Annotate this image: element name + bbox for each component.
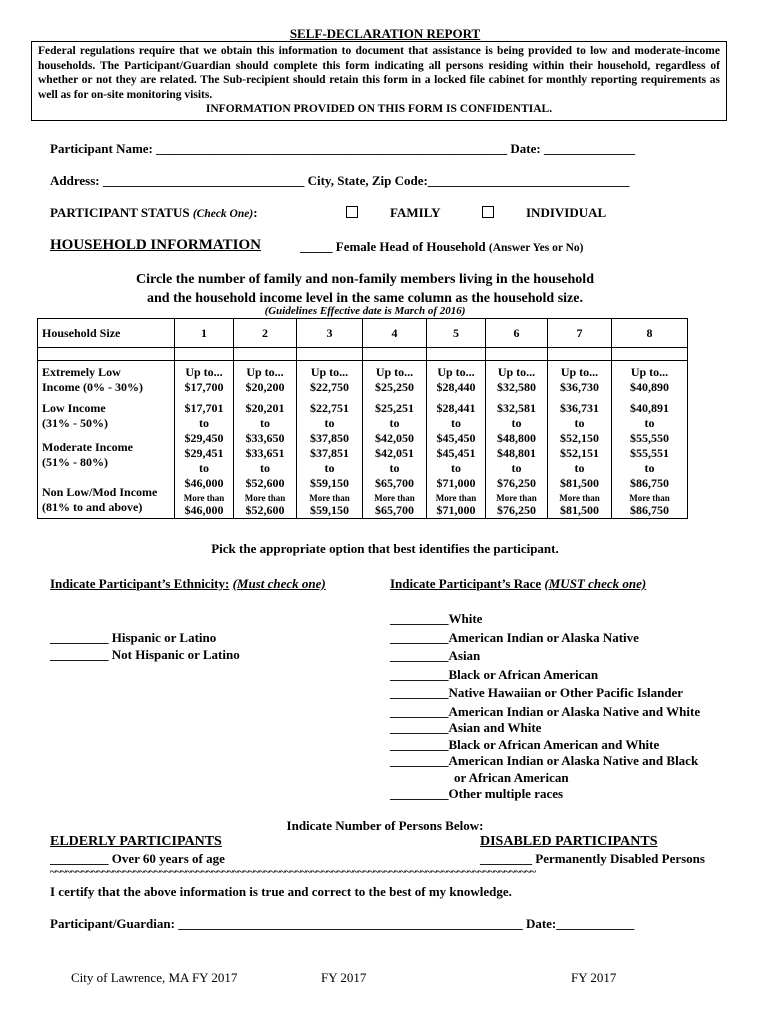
low-to-value: $42,050	[375, 431, 414, 445]
more-than-text: More than	[183, 493, 225, 503]
race-option-native-hawaiian[interactable]: _________Native Hawaiian or Other Pacific Islander	[390, 685, 684, 700]
to-text: to	[324, 461, 335, 475]
ethnicity-option-hispanic[interactable]: _________ Hispanic or Latino	[50, 630, 217, 645]
up-to-text: Up to...	[310, 365, 349, 379]
moderate-label: Moderate Income	[42, 440, 133, 454]
individual-label: INDIVIDUAL	[526, 205, 607, 220]
female-head-hint: (Answer Yes or No)	[488, 242, 584, 254]
up-to-text: Up to...	[630, 365, 669, 379]
to-text: to	[644, 416, 655, 430]
more-than-text: More than	[435, 493, 477, 503]
up-to-text: Up to...	[185, 365, 223, 379]
low-to-value: $33,650	[245, 431, 285, 445]
race-option-american-indian-white[interactable]: _________American Indian or Alaska Native and White	[390, 703, 701, 719]
extremely-low-value: $40,890	[630, 380, 669, 394]
mod-from-value: $48,801	[497, 446, 536, 460]
more-than-text: More than	[629, 493, 670, 503]
income-table	[37, 318, 688, 519]
nonlow-value: $86,750	[630, 503, 669, 517]
to-text: to	[451, 416, 461, 430]
circle-instruction-2: and the household income level in the same column as the household size.	[147, 291, 583, 306]
female-head-label: _____ Female Head of Household	[300, 239, 486, 254]
to-text: to	[260, 461, 270, 475]
mod-from-value: $55,551	[630, 446, 669, 460]
income-column[interactable]	[427, 361, 486, 519]
race-heading	[390, 576, 646, 592]
more-than-text: More than	[496, 493, 537, 503]
low-to-value: $55,550	[630, 431, 669, 445]
low-from-value: $28,441	[436, 401, 476, 415]
footer-right: FY 2017	[571, 970, 617, 985]
mod-to-value: $76,250	[497, 476, 536, 490]
signature-line[interactable]: Participant/Guardian: _____________________________________________________ Date:____________	[50, 916, 635, 931]
race-option-black[interactable]: _________Black or African American	[390, 666, 599, 682]
income-labels	[38, 361, 175, 519]
race-options	[390, 611, 700, 803]
footer-left: City of Lawrence, MA FY 2017	[71, 970, 238, 985]
nonlow-value: $76,250	[497, 503, 536, 517]
race-option-american-indian-black[interactable]: _________American Indian or Alaska Native and Black	[390, 753, 699, 768]
low-to-value: $48,800	[497, 431, 536, 445]
low-from-value: $17,701	[184, 401, 224, 415]
up-to-text: Up to...	[375, 365, 414, 379]
mod-from-value: $33,651	[245, 446, 285, 460]
low-to-value: $29,450	[184, 431, 224, 445]
low-from-value: $36,731	[560, 401, 599, 415]
elderly-heading: ELDERLY PARTICIPANTS	[50, 834, 222, 849]
mod-to-value: $65,700	[375, 476, 414, 490]
income-column[interactable]	[548, 361, 612, 519]
mod-from-value: $52,151	[560, 446, 599, 460]
up-to-text: Up to...	[560, 365, 599, 379]
disabled-heading: DISABLED PARTICIPANTS	[480, 834, 658, 849]
status-label: PARTICIPANT STATUS	[50, 205, 190, 220]
low-from-value: $25,251	[375, 401, 414, 415]
size-cell[interactable]: 6	[486, 319, 548, 348]
certification-statement: I certify that the above information is true and correct to the best of my knowledge.	[50, 884, 512, 899]
mod-to-value: $59,150	[310, 476, 349, 490]
mod-to-value: $81,500	[560, 476, 599, 490]
size-cell[interactable]: 7	[548, 319, 612, 348]
low-from-value: $32,581	[497, 401, 536, 415]
circle-instruction-1: Circle the number of family and non-family members living in the household	[135, 272, 594, 287]
confidential-notice: INFORMATION PROVIDED ON THIS FORM IS CONFIDENTIAL.	[205, 103, 553, 115]
low-to-value: $37,850	[310, 431, 349, 445]
nonlow-value: $81,500	[560, 503, 599, 517]
mod-from-value: $42,051	[375, 446, 414, 460]
race-hint: (MUST check one)	[544, 576, 647, 591]
tilde-divider: ~~~~~~~~~~~~~~~~~~~~~~~~~~~~~~~~~~~~~~~~~~~~~~~~~~~~~~~~~~~~~~~~~~~~~~~~~~~~~~~~~~~~~~~~~~~~~	[50, 866, 536, 878]
size-cell[interactable]: 2	[234, 319, 297, 348]
race-option-other-multiple[interactable]: _________Other multiple races	[390, 786, 564, 801]
ethnicity-hint: (Must check one)	[232, 576, 326, 591]
extremely-low-value: $32,580	[497, 380, 536, 394]
nonlow-value: $52,600	[245, 503, 285, 517]
mod-to-value: $71,000	[436, 476, 476, 490]
household-heading: HOUSEHOLD INFORMATION	[50, 237, 261, 253]
extremely-low-range: Income (0% - 30%)	[42, 380, 143, 394]
persons-below-instruction: Indicate Number of Persons Below:	[286, 818, 484, 833]
moderate-range: (51% - 80%)	[42, 455, 108, 469]
extremely-low-value: $17,700	[184, 380, 224, 394]
size-cell[interactable]: 3	[297, 319, 363, 348]
income-column[interactable]	[297, 361, 363, 519]
to-text: to	[324, 416, 335, 430]
low-from-value: $40,891	[630, 401, 669, 415]
mod-from-value: $45,451	[436, 446, 476, 460]
low-from-value: $20,201	[245, 401, 285, 415]
family-label: FAMILY	[390, 205, 441, 220]
size-row	[38, 319, 688, 348]
participant-name-line[interactable]: Participant Name: ______________________________________________________ Date: ______________	[50, 141, 635, 156]
race-option-black-white[interactable]: _________Black or African American and White	[390, 736, 660, 752]
up-to-text: Up to...	[246, 365, 284, 379]
intro-box	[31, 41, 727, 121]
up-to-text: Up to...	[497, 365, 536, 379]
mod-to-value: $86,750	[630, 476, 669, 490]
spacer-row	[38, 348, 688, 361]
income-column[interactable]	[363, 361, 427, 519]
race-option-asian-white[interactable]: _________Asian and White	[390, 720, 542, 735]
low-from-value: $22,751	[310, 401, 349, 415]
to-text: to	[574, 461, 585, 475]
household-size-label: Household Size	[38, 319, 175, 348]
ethnicity-options	[50, 629, 240, 663]
female-head-line[interactable]	[300, 239, 584, 255]
to-text: to	[511, 416, 522, 430]
income-column[interactable]	[486, 361, 548, 519]
size-cell[interactable]: 5	[427, 319, 486, 348]
nonlow-value: $46,000	[184, 503, 224, 517]
more-than-text: More than	[244, 493, 286, 503]
guidelines-note: (Guidelines Effective date is March of 2016)	[264, 305, 466, 317]
nonlow-value: $65,700	[375, 503, 414, 517]
nonlow-label: Non Low/Mod Income	[42, 485, 158, 499]
more-than-text: More than	[559, 493, 600, 503]
intro-text: Federal regulations require that we obtain this information to document that assistance is being provided to low and moderate-income households. The Participant/Guardian should complete this form indicating all persons residing within their household, regardless of whether or not they are related. The Sub-recipient should retain this form in a locked file cabinet for monthly reporting requirements as well as for on-site monitoring visits.	[38, 45, 720, 101]
extremely-low-value: $22,750	[310, 380, 349, 394]
income-body-row	[38, 361, 688, 519]
individual-checkbox[interactable]	[482, 206, 494, 218]
low-range: (31% - 50%)	[42, 416, 108, 430]
race-option-continuation: or African American	[454, 769, 569, 785]
to-text: to	[511, 461, 522, 475]
pick-option-instruction: Pick the appropriate option that best identifies the participant.	[211, 541, 559, 556]
status-hint: (Check One)	[192, 208, 254, 220]
status-colon: :	[253, 205, 258, 220]
size-cell[interactable]: 1	[175, 319, 234, 348]
extremely-low-value: $36,730	[560, 380, 599, 394]
to-text: to	[451, 461, 461, 475]
participant-status	[50, 205, 258, 221]
mod-to-value: $52,600	[245, 476, 285, 490]
to-text: to	[199, 416, 209, 430]
mod-from-value: $29,451	[184, 446, 224, 460]
race-option-american-indian[interactable]: _________American Indian or Alaska Native	[390, 629, 639, 645]
to-text: to	[389, 416, 400, 430]
nonlow-range: (81% to and above)	[42, 500, 143, 514]
income-column[interactable]	[175, 361, 234, 519]
family-checkbox[interactable]	[346, 206, 358, 218]
race-title: Indicate Participant’s Race	[390, 576, 542, 591]
low-to-value: $52,150	[560, 431, 599, 445]
to-text: to	[260, 416, 270, 430]
race-option-asian[interactable]: _________Asian	[390, 648, 481, 663]
extremely-low-value: $20,200	[245, 380, 285, 394]
to-text: to	[199, 461, 209, 475]
income-column[interactable]	[612, 361, 688, 519]
up-to-text: Up to...	[437, 365, 475, 379]
to-text: to	[574, 416, 585, 430]
size-cell[interactable]: 8	[612, 319, 688, 348]
extremely-low-value: $25,250	[375, 380, 414, 394]
low-to-value: $45,450	[436, 431, 476, 445]
low-label: Low Income	[42, 401, 106, 415]
to-text: to	[644, 461, 655, 475]
extremely-low-value: $28,440	[436, 380, 476, 394]
ethnicity-heading	[50, 576, 326, 592]
more-than-text: More than	[374, 493, 415, 503]
elderly-line[interactable]: _________ Over 60 years of age	[50, 851, 225, 866]
nonlow-value: $59,150	[310, 503, 349, 517]
size-cell[interactable]: 4	[363, 319, 427, 348]
race-option-white[interactable]: _________White	[390, 611, 483, 626]
more-than-text: More than	[309, 493, 350, 503]
footer-center: FY 2017	[321, 970, 367, 985]
nonlow-value: $71,000	[436, 503, 476, 517]
ethnicity-option-not-hispanic[interactable]: _________ Not Hispanic or Latino	[50, 647, 240, 662]
ethnicity-title: Indicate Participant’s Ethnicity:	[50, 576, 230, 591]
mod-to-value: $46,000	[184, 476, 224, 490]
income-column[interactable]	[234, 361, 297, 519]
form-title: SELF-DECLARATION REPORT	[289, 26, 481, 41]
disabled-line[interactable]: ________ Permanently Disabled Persons	[480, 851, 705, 866]
mod-from-value: $37,851	[310, 446, 349, 460]
to-text: to	[389, 461, 400, 475]
extremely-low-label: Extremely Low	[42, 365, 121, 379]
address-line[interactable]: Address: _______________________________ City, State, Zip Code:_______________________________	[50, 173, 630, 188]
